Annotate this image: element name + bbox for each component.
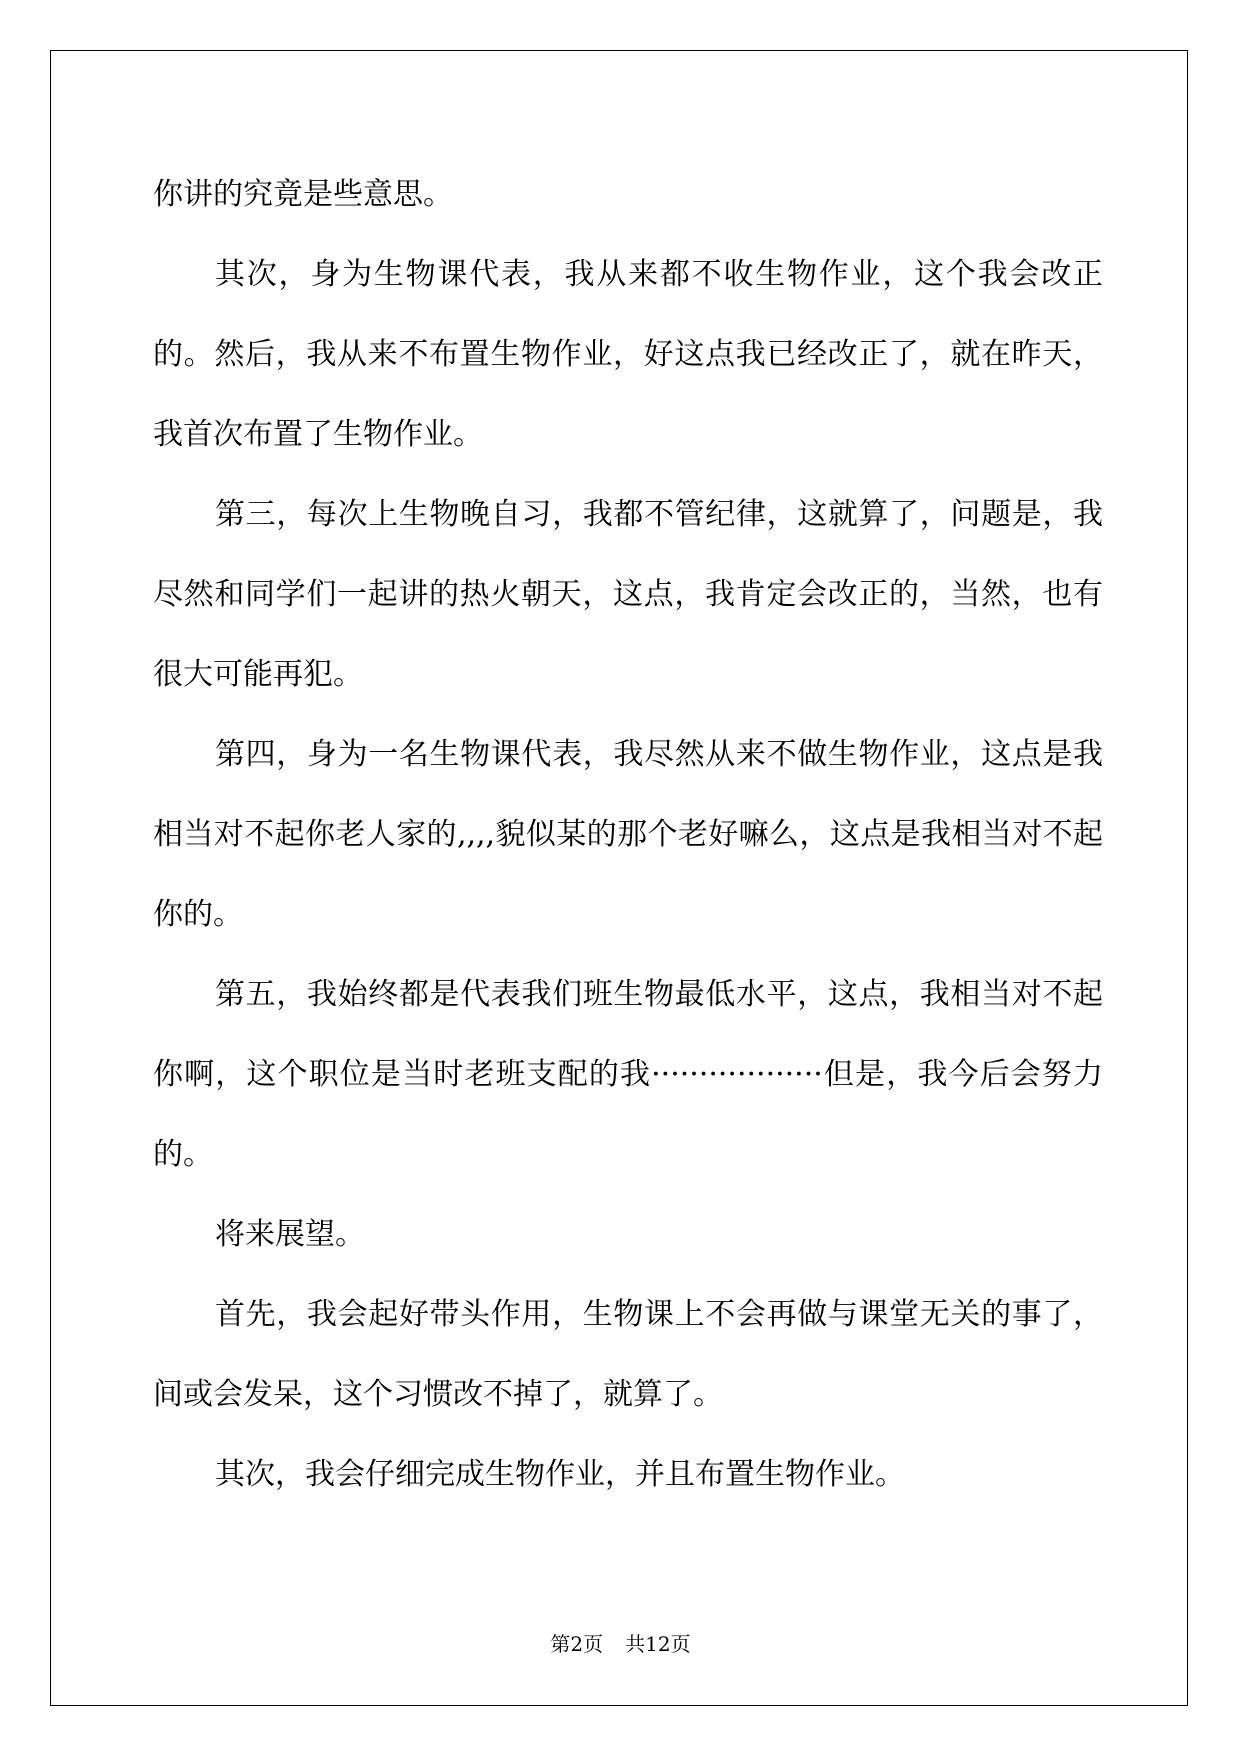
paragraph-continuation: 你讲的究竟是些意思。 [153,177,453,212]
page-footer [0,1628,1241,1657]
paragraph-fifth-point: 第五，我始终都是代表我们班生物最低水平，这点，我相当对不起你啊，这个职位是当时老班支配的我··················但是，我今后会努力的。 [153,977,1103,1172]
page-number: 第2页 [550,1632,604,1656]
paragraph-outlook-heading: 将来展望。 [215,1217,365,1252]
page-total: 共12页 [625,1632,691,1656]
paragraph-outlook-first: 首先，我会起好带头作用，生物课上不会再做与课堂无关的事了，间或会发呆，这个习惯改不掉了，就算了。 [153,1297,1103,1412]
paragraph-second-point: 其次，身为生物课代表，我从来都不收生物作业，这个我会改正的。然后，我从来不布置生物作业，好这点我已经改正了，就在昨天，我首次布置了生物作业。 [153,257,1103,452]
paragraph-outlook-second: 其次，我会仔细完成生物作业，并且布置生物作业。 [215,1457,905,1492]
document-body [153,155,1103,1515]
paragraph-third-point: 第三，每次上生物晚自习，我都不管纪律，这就算了，问题是，我尽然和同学们一起讲的热火朝天，这点，我肯定会改正的，当然，也有很大可能再犯。 [153,497,1103,692]
paragraph-fourth-point: 第四，身为一名生物课代表，我尽然从来不做生物作业，这点是我相当对不起你老人家的,,,,貌似某的那个老好嘛么，这点是我相当对不起你的。 [153,737,1103,932]
